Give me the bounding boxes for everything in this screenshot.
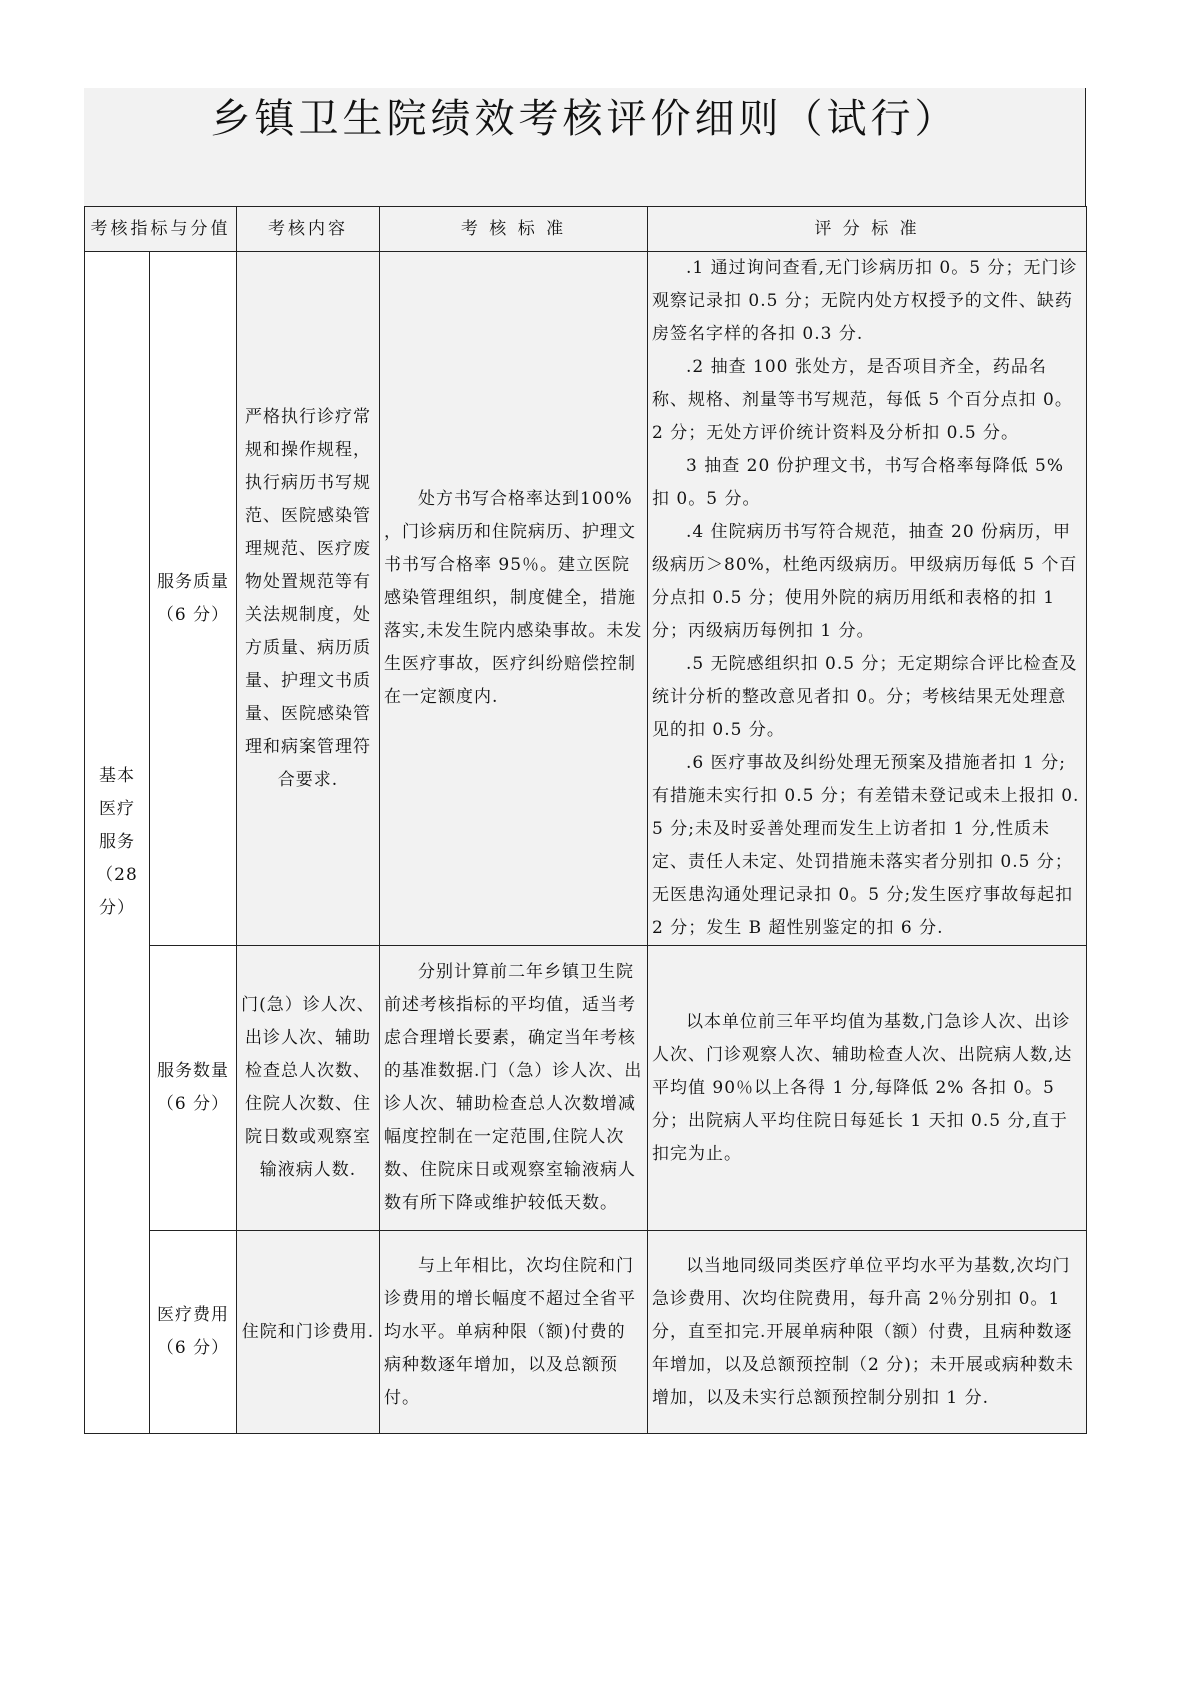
header-content: 考核内容 [237, 207, 380, 252]
category-cell [85, 252, 150, 1434]
table-row [85, 252, 1087, 946]
scoring-cell [648, 946, 1087, 1231]
indicator-name: 服务质量 [157, 571, 229, 592]
indicator-name: 服务数量 [157, 1061, 229, 1081]
indicator-score: （6 分） [156, 1094, 230, 1114]
standard-text: 与上年相比，次均住院和门诊费用的增长幅度不超过全省平均水平。单病种限（额)付费的病种数逐年增加，以及总额预付。 [384, 1255, 636, 1408]
content-text: 门(急）诊人次、出诊人次、辅助检查总人次数、住院人次数、住院日数或观察室输液病人数. [241, 995, 375, 1180]
standard-cell [380, 946, 648, 1231]
content-text: 严格执行诊疗常规和操作规程，执行病历书写规范、医院感染管理规范、医疗废物处置规范等有关法规制度，处方质量、病历质量、护理文书质量、医院感染管理和病案管理符合要求. [245, 406, 371, 790]
indicator-cell [150, 946, 237, 1231]
scoring-item: .2 抽查 100 张处方，是否项目齐全，药品名称、规格、剂量等书写规范，每低 5 个百分点扣 0。2 分；无处方评价统计资料及分析扣 0.5 分。 [652, 357, 1073, 443]
scoring-item: .5 无院感组织扣 0.5 分；无定期综合评比检查及统计分析的整改意见者扣 0。分；考核结果无处理意见的扣 0.5 分。 [652, 654, 1078, 740]
indicator-name: 医疗费用 [157, 1305, 229, 1325]
indicator-cell [150, 1231, 237, 1434]
scoring-item: .6 医疗事故及纠纷处理无预案及措施者扣 1 分;有措施未实行扣 0.5 分；有差错未登记或未上报扣 0.5 分;未及时妥善处理而发生上访者扣 1 分,性质未定、责任人未定、处罚措施未落实者分别扣 0.5 分；无医患沟通处理记录扣 0。5 分;发生医疗事故每起扣 2 分；发生 B 超性别鉴定的扣 6 分. [652, 753, 1080, 938]
evaluation-table [84, 206, 1087, 1434]
category-line: 医疗 [99, 799, 135, 819]
scoring-cell [648, 252, 1087, 946]
scoring-item: 3 抽查 20 份护理文书，书写合格率每降低 5%扣 0。5 分。 [652, 456, 1065, 509]
table-header-row [85, 207, 1087, 252]
scoring-cell [648, 1231, 1087, 1434]
header-indicator: 考核指标与分值 [85, 207, 237, 252]
table-row [85, 1231, 1087, 1434]
scoring-item: .4 住院病历书写符合规范，抽查 20 份病历，甲级病历＞80%，杜绝丙级病历。甲级病历每低 5 个百分点扣 0.5 分；使用外院的病历用纸和表格的扣 1 分；丙级病历每例扣 1 分。 [652, 522, 1078, 641]
document-title: 乡镇卫生院绩效考核评价细则（试行） [210, 96, 959, 142]
standard-cell [380, 252, 648, 946]
standard-cell [380, 1231, 648, 1434]
indicator-score: （6 分） [156, 1338, 230, 1358]
table-row [85, 946, 1087, 1231]
content-cell [237, 1231, 380, 1434]
scoring-item: 以当地同级同类医疗单位平均水平为基数,次均门急诊费用、次均住院费用，每升高 2％分别扣 0。1 分，直至扣完.开展单病种限（额）付费，且病种数逐年增加，以及总额预控制（2 分)；未开展或病种数未增加，以及未实行总额预控制分别扣 1 分. [652, 1255, 1074, 1408]
standard-text: 分别计算前二年乡镇卫生院前述考核指标的平均值，适当考虑合理增长要素，确定当年考核的基准数据.门（急）诊人次、出诊人次、辅助检查总人次数增减幅度控制在一定范围,住院人次数、住院床日或观察室输液病人数有所下降或维护较低天数。 [384, 962, 643, 1213]
indicator-cell [150, 252, 237, 946]
category-line: 基本 [99, 766, 135, 786]
content-cell [237, 946, 380, 1231]
scoring-item: 以本单位前三年平均值为基数,门急诊人次、出诊人次、门诊观察人次、辅助检查人次、出院病人数,达平均值 90％以上各得 1 分,每降低 2% 各扣 0。5 分；出院病人平均住院日每延长 1 天扣 0.5 分,直于扣完为止。 [652, 1011, 1073, 1164]
category-line: （28 [96, 865, 138, 885]
standard-text: 处方书写合格率达到100% ，门诊病历和住院病历、护理文书书写合格率 95％。建立医院感染管理组织，制度健全，措施落实,未发生院内感染事故。未发生医疗事故，医疗纠纷赔偿控制在一定额度内. [384, 489, 643, 707]
title-band [84, 88, 1086, 206]
indicator-score: （6 分） [156, 604, 230, 625]
content-cell [237, 252, 380, 946]
content-text: 住院和门诊费用. [241, 1321, 375, 1342]
category-line: 服务 [99, 832, 135, 852]
header-standard: 考 核 标 准 [380, 207, 648, 252]
header-scoring: 评 分 标 准 [648, 207, 1087, 252]
scoring-item: .1 通过询问查看,无门诊病历扣 0。5 分；无门诊观察记录扣 0.5 分；无院内处方权授予的文件、缺药房签名字样的各扣 0.3 分. [652, 258, 1078, 344]
category-line: 分） [99, 898, 135, 918]
